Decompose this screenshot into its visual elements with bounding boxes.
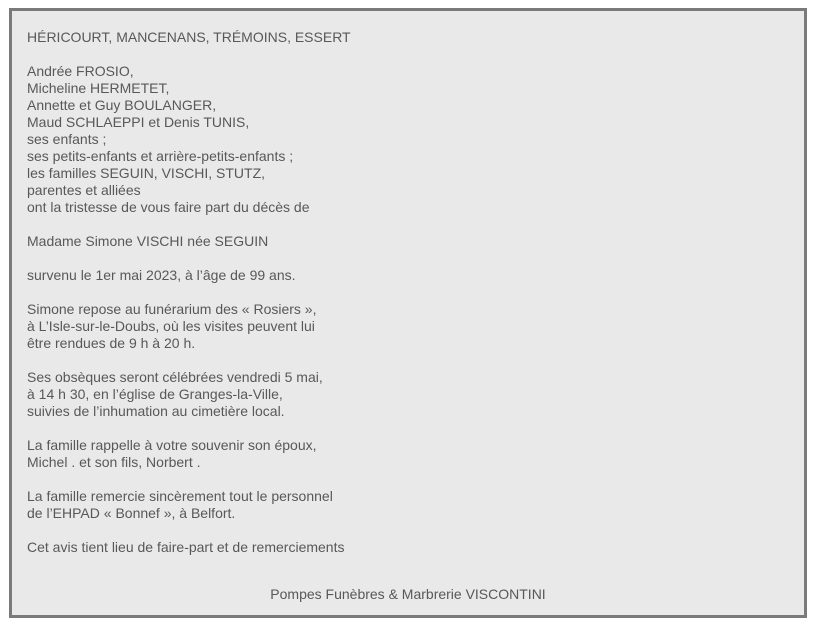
funeral-block (27, 369, 787, 420)
family-line: ses petits-enfants et arrière-petits-enfants ; (27, 148, 294, 164)
funeral-home-footer: Pompes Funèbres & Marbrerie VISCONTINI (270, 586, 546, 602)
thanks-block (27, 488, 787, 522)
family-list (27, 63, 787, 216)
rest-place-line: être rendues de 9 h à 20 h. (27, 335, 196, 351)
closing-block (27, 539, 787, 556)
family-line: ses enfants ; (27, 131, 107, 147)
remembrance-line: Michel . et son fils, Norbert . (27, 454, 201, 470)
family-line: parentes et alliées (27, 182, 141, 198)
family-line: Andrée FROSIO, (27, 63, 134, 79)
notice-content (27, 29, 787, 573)
family-line: Micheline HERMETET, (27, 80, 170, 96)
death-info: survenu le 1er mai 2023, à l’âge de 99 ans. (27, 267, 296, 283)
rest-place-line: Simone repose au funérarium des « Rosiers », (27, 301, 317, 317)
deceased-block (27, 233, 787, 250)
funeral-line: Ses obsèques seront célébrées vendredi 5 mai, (27, 369, 323, 385)
family-line: Annette et Guy BOULANGER, (27, 97, 217, 113)
notice-header: HÉRICOURT, MANCENANS, TRÉMOINS, ESSERT (27, 29, 351, 45)
family-line: les familles SEGUIN, VISCHI, STUTZ, (27, 165, 266, 181)
remembrance-line: La famille rappelle à votre souvenir son époux, (27, 437, 317, 453)
deceased-name: Madame Simone VISCHI née SEGUIN (27, 233, 269, 249)
obituary-notice (9, 8, 807, 618)
family-line: Maud SCHLAEPPI et Denis TUNIS, (27, 114, 250, 130)
closing-text: Cet avis tient lieu de faire-part et de remerciements (27, 539, 345, 555)
funeral-line: suivies de l’inhumation au cimetière local. (27, 403, 285, 419)
death-info-block (27, 267, 787, 284)
funeral-line: à 14 h 30, en l’église de Granges-la-Ville, (27, 386, 283, 402)
rest-place-line: à L’Isle-sur-le-Doubs, où les visites peuvent lui (27, 318, 315, 334)
notice-header-block (27, 29, 787, 46)
family-line: ont la tristesse de vous faire part du décès de (27, 199, 310, 215)
thanks-line: La famille remercie sincèrement tout le personnel (27, 488, 333, 504)
remembrance-block (27, 437, 787, 471)
rest-place-block (27, 301, 787, 352)
thanks-line: de l’EHPAD « Bonnef », à Belfort. (27, 505, 236, 521)
